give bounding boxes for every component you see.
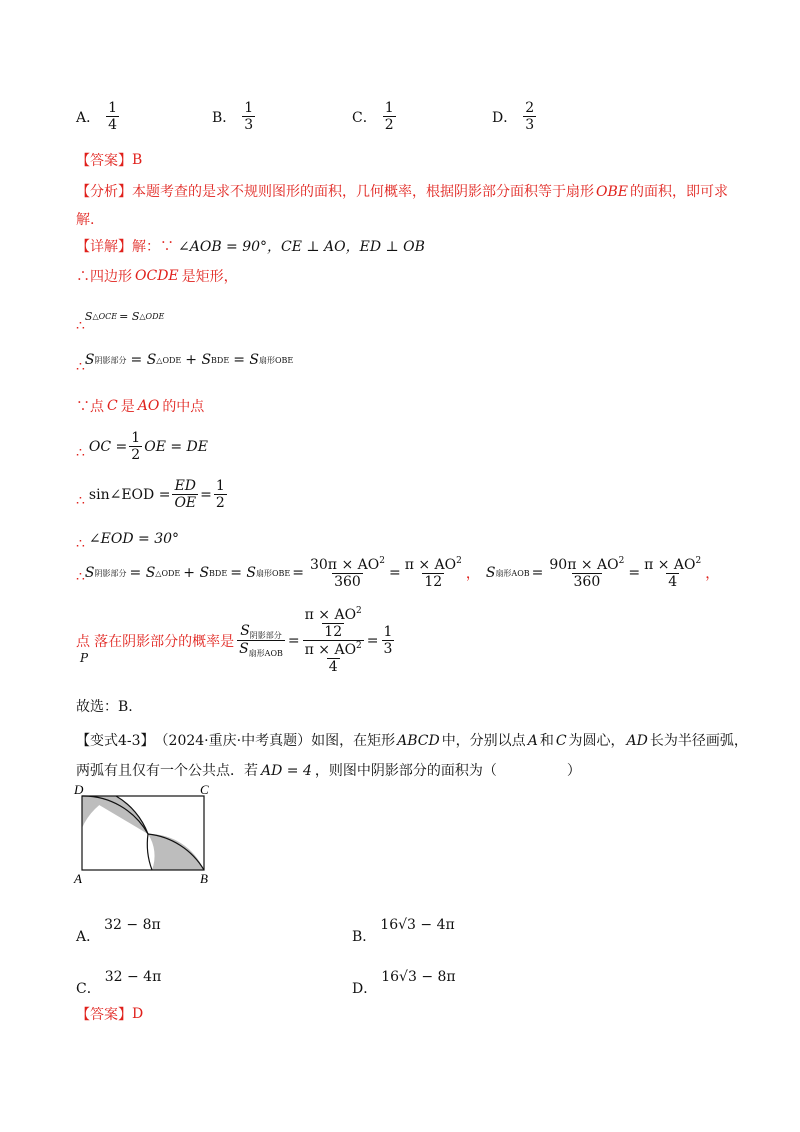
analysis-paragraph: 【分析】 本题考查的是求不规则图形的面积，几何概率，根据阴影部分面积等于扇形 OBE 的面积，即可求 解.: [76, 184, 728, 228]
detail-line-3: ∴ S △OCE = S △ODE: [76, 309, 165, 334]
answer-2: 【答案】 D: [76, 1006, 144, 1023]
option-c: C． $\frac{1}{2}$: [352, 100, 394, 134]
rectangle-figure: [70, 782, 220, 886]
option2-b: B． 16√3 − 4π: [352, 917, 455, 945]
option-d: D． $\frac{2}{3}$: [492, 100, 535, 134]
option-d-fraction: $\frac{2}{3}$: [525, 100, 535, 134]
shade-bottom-right: [148, 834, 204, 870]
detail-line-8: ∴ ∠EOD = 30°: [76, 531, 180, 552]
option-c-fraction: $\frac{1}{2}$: [384, 100, 394, 134]
detail-line-2: ∴四边形 OCDE 是矩形，: [76, 268, 238, 285]
option-b-fraction: $\frac{1}{3}$: [244, 100, 254, 134]
detail-line-4: ∴ S 阴影部分 = S △ODE + S BDE = S 扇形OBE: [76, 352, 294, 375]
option-a: A． $\frac{1}{4}$: [76, 100, 118, 134]
label-c: C: [200, 782, 209, 797]
label-a: A: [74, 871, 82, 886]
detail-line-10: 点 P 落在阴影部分的概率是 $\frac{S_{阴影部分}}{S_{扇形AOB}}$ = $\pi \times AO^2$ 12 $\pi \times AO^2$ 4 = $\frac{1}{3}$: [76, 606, 393, 676]
detail-line-9: ∴ S 阴影部分 = S △ODE + S BDE = S 扇形OBE = $\frac{30\pi \times AO^2}{360}$ = $\frac{\pi \times AO^2}{12}$ ， S 扇形AOB = $\frac{90\pi \times AO^2}{360}$ = $\frac{\pi \times AO^2}{4}$ ，: [76, 556, 720, 591]
option-a-fraction: $\frac{1}{4}$: [108, 100, 118, 134]
conclusion: 故选：B.: [76, 699, 133, 715]
label-d: D: [74, 782, 84, 797]
answer-1: 【答案】 B: [76, 152, 143, 169]
detail-line-6: ∴ OC = $\frac{1}{2}$ OE = DE: [76, 430, 208, 464]
variant-question: 【变式4-3】 （2024·重庆·中考真题） 如图，在矩形 ABCD 中，分别以点 A 和 C 为圆心， AD 长为半径画弧， 两弧有且仅有一个公共点．若 AD = 4 ，则图中阴影部分的面积为（ ）: [76, 733, 748, 779]
detail-line-5: ∵点 C 是 AO 的中点: [76, 398, 205, 415]
option2-d: D． 16√3 − 8π: [352, 969, 456, 997]
detail-line-7: ∴ sin∠EOD = $\frac{ED}{OE}$ = $\frac{1}{2}$: [76, 478, 225, 512]
option-b: B． $\frac{1}{3}$: [212, 100, 254, 134]
label-b: B: [200, 871, 208, 886]
option2-a: A． 32 − 8π: [76, 917, 161, 945]
option2-c: C． 32 − 4π: [76, 969, 162, 997]
detail-line-1: 【详解】 解：∵ ∠AOB = 90°，CE ⊥ AO，ED ⊥ OB: [76, 239, 425, 255]
